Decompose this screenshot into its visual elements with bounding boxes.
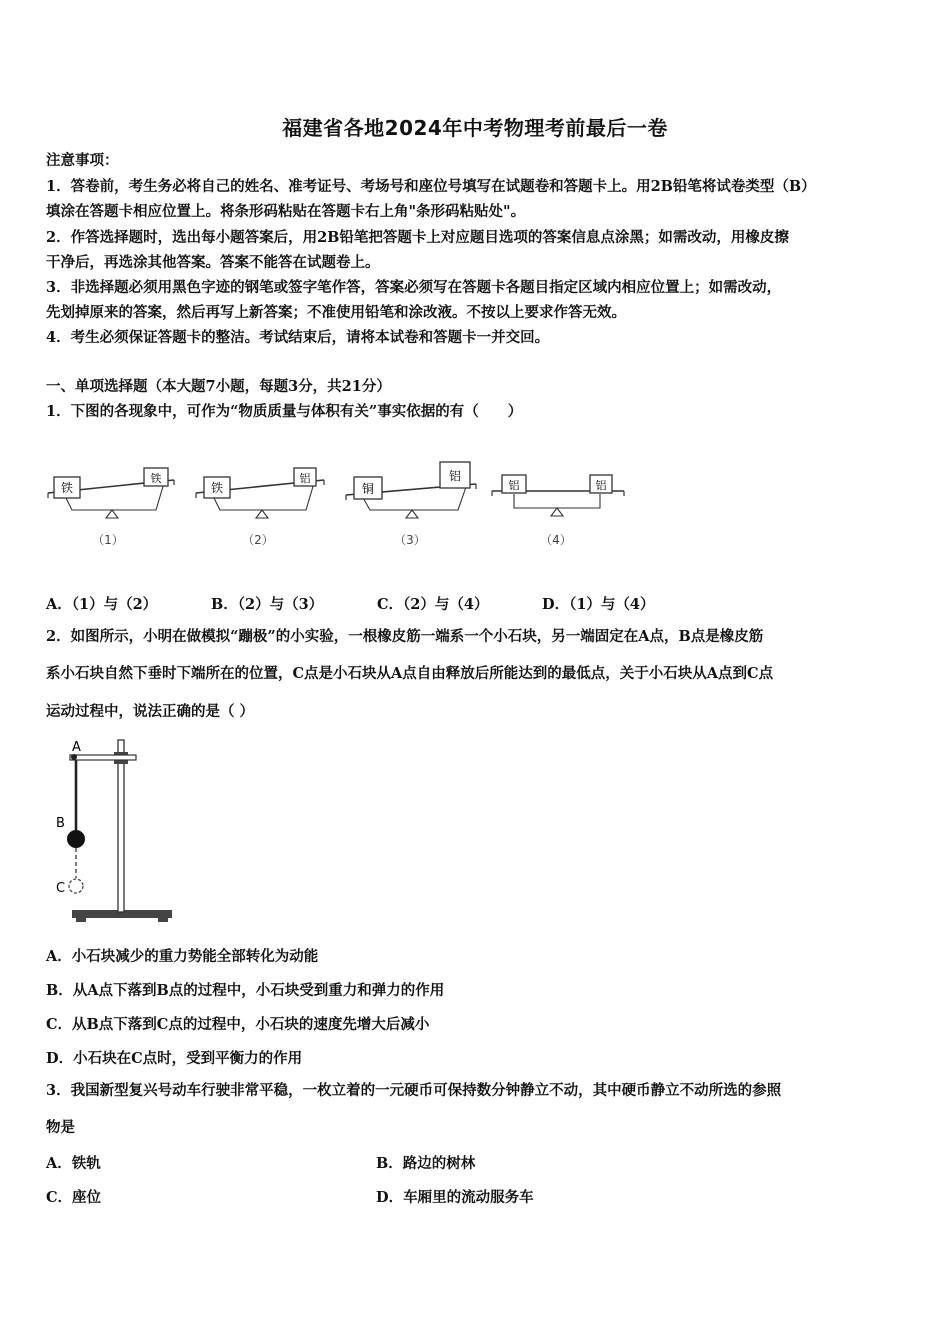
scale-4-left-label: 铝 (508, 479, 520, 492)
balance-scale-4 (492, 475, 624, 547)
point-a-label: A (72, 740, 81, 755)
q1-option-c[interactable]: C．（2）与（4） (377, 596, 489, 613)
q3-stem-line: 3．我国新型复兴号动车行驶非常平稳，一枚立着的一元硬币可保持数分钟静立不动，其中硬币静立不动所选的参照 (46, 1082, 782, 1099)
q2-option-a[interactable]: A．小石块减少的重力势能全部转化为动能 (46, 948, 319, 965)
scale-2-right-label: 铝 (299, 472, 311, 485)
q2-stem-line: 系小石块自然下垂时下端所在的位置，C点是小石块从A点自由释放后所能达到的最低点，关于小石块从A点到C点 (46, 665, 774, 682)
q3-stem-line: 物是 (46, 1119, 75, 1136)
notice-line: 干净后，再选涂其他答案。答案不能答在试题卷上。 (46, 254, 380, 271)
notice-line: 4．考生必须保证答题卡的整洁。考试结束后，请将本试卷和答题卡一并交回。 (46, 329, 550, 346)
scale-2-caption: （2） (242, 533, 274, 547)
scale-1-left-label: 铁 (60, 481, 74, 495)
q1-option-d[interactable]: D．（1）与（4） (542, 596, 655, 613)
q3-option-b[interactable]: B．路边的树林 (376, 1155, 476, 1172)
notice-line: 填涂在答题卡相应位置上。将条形码粘贴在答题卡右上角"条形码粘贴处"。 (46, 203, 526, 220)
q2-stem-line: 运动过程中，说法正确的是（ ） (46, 703, 255, 720)
scale-3-left-label: 铜 (361, 482, 375, 496)
page-title: 福建省各地2024年中考物理考前最后一卷 (282, 116, 668, 140)
balance-scale-2 (196, 468, 324, 547)
notice-line: 3．非选择题必须用黑色字迹的钢笔或签字笔作答，答案必须写在答题卡各题目指定区域内相应位置上；如需改动， (46, 279, 782, 296)
q1-option-b[interactable]: B．（2）与（3） (211, 596, 324, 613)
balance-scale-3 (346, 462, 476, 547)
q1-stem: 1．下图的各现象中，可作为“物质质量与体积有关”事实依据的有（ ） (46, 403, 523, 420)
q2-bungee-figure (50, 738, 176, 924)
scale-4-caption: （4） (540, 533, 572, 547)
notice-line: 1．答卷前，考生务必将自己的姓名、准考证号、考场号和座位号填写在试题卷和答题卡上。用2B铅笔将试卷类型（B） (46, 178, 816, 195)
q2-option-d[interactable]: D．小石块在C点时，受到平衡力的作用 (46, 1050, 303, 1067)
scale-1-caption: （1） (92, 533, 124, 547)
q3-option-c[interactable]: C．座位 (46, 1189, 102, 1206)
point-b-label: B (56, 816, 65, 831)
scale-3-right-label: 铝 (448, 469, 462, 483)
point-c-label: C (56, 881, 66, 896)
q2-stem-line: 2．如图所示，小明在做模拟“蹦极”的小实验，一根橡皮筋一端系一个小石块，另一端固定在A点，B点是橡皮筋 (46, 628, 764, 645)
q1-balance-figure (44, 458, 628, 554)
notice-heading: 注意事项： (46, 152, 119, 169)
q1-option-a[interactable]: A．（1）与（2） (46, 596, 158, 613)
scale-1-right-label: 铁 (150, 472, 162, 485)
scale-3-caption: （3） (394, 533, 426, 547)
q3-option-d[interactable]: D．车厢里的流动服务车 (376, 1189, 534, 1206)
notice-line: 2．作答选择题时，选出每小题答案后，用2B铅笔把答题卡上对应题目选项的答案信息点涂黑；如需改动，用橡皮擦 (46, 229, 789, 246)
notice-line: 先划掉原来的答案，然后再写上新答案；不准使用铅笔和涂改液。不按以上要求作答无效。 (46, 304, 626, 321)
q3-option-a[interactable]: A．铁轨 (46, 1155, 101, 1172)
balance-scale-1 (48, 468, 174, 547)
section-heading: 一、单项选择题（本大题7小题，每题3分，共21分） (46, 378, 391, 395)
scale-4-right-label: 铝 (595, 479, 607, 492)
scale-2-left-label: 铁 (210, 481, 224, 495)
q2-option-b[interactable]: B．从A点下落到B点的过程中，小石块受到重力和弹力的作用 (46, 982, 445, 999)
q2-option-c[interactable]: C．从B点下落到C点的过程中，小石块的速度先增大后减小 (46, 1016, 430, 1033)
